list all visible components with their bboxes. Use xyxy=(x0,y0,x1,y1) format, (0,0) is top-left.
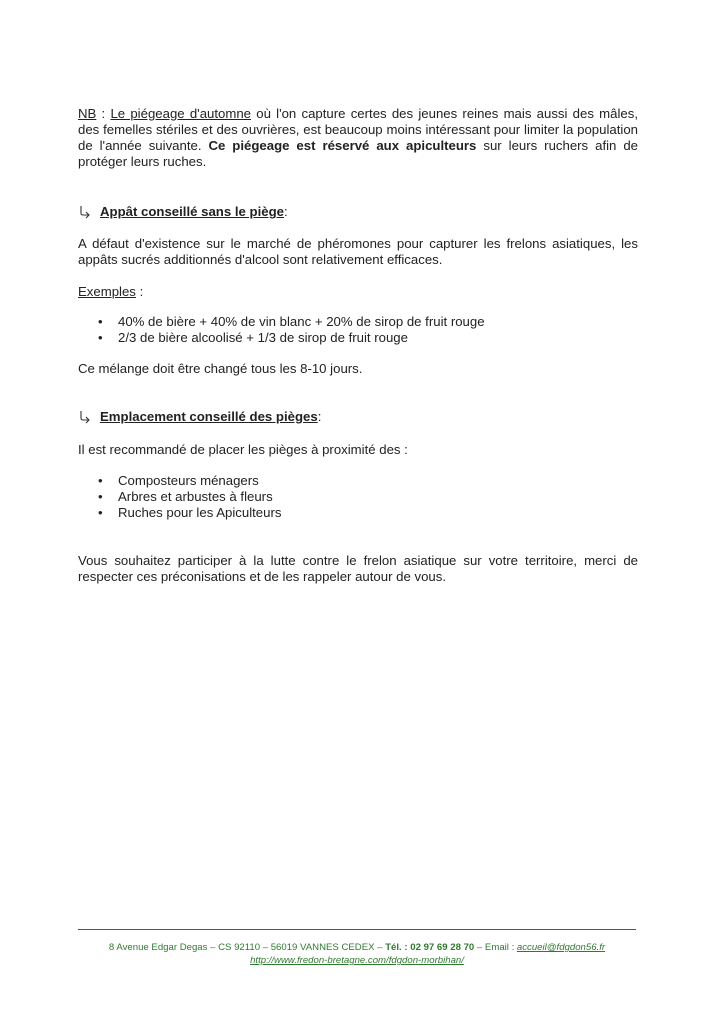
list-item: • Arbres et arbustes à fleurs xyxy=(98,489,281,505)
nb-label: NB xyxy=(78,106,97,121)
list-item: • 40% de bière + 40% de vin blanc + 20% de sirop de fruit rouge xyxy=(98,314,485,330)
footer-url-link[interactable]: http://www.fredon-bretagne.com/fdgdon-morbihan/ xyxy=(250,955,464,966)
footer-url-line xyxy=(78,955,636,967)
examples-label: Exemples xyxy=(78,284,136,299)
examples-list xyxy=(98,314,485,346)
emplacement-list xyxy=(98,473,281,521)
closing-paragraph: Vous souhaitez participer à la lutte contre le frelon asiatique sur votre territoire, merci de respecter ces préconisations et de les rappeler autour de vous. xyxy=(78,553,638,584)
nb-paragraph: NB : Le piégeage d'automne où l'on capture certes des jeunes reines mais aussi des mâles, des femelles stériles et des ouvrières, est beaucoup moins intéressant pour limiter la population de l'année suivante. Ce piégeage est réservé aux apiculteurs sur leurs ruchers afin de protéger leurs ruches. xyxy=(78,106,639,169)
list-item: • Ruches pour les Apiculteurs xyxy=(98,505,281,521)
appat-note: Ce mélange doit être changé tous les 8-10 jours. xyxy=(78,361,363,376)
emplacement-title: Emplacement conseillé des pièges xyxy=(100,409,318,424)
appat-heading: Appât conseillé sans le piège : xyxy=(78,204,288,220)
list-item: • 2/3 de bière alcoolisé + 1/3 de sirop de fruit rouge xyxy=(98,330,485,346)
appat-title: Appât conseillé sans le piège xyxy=(100,204,284,219)
emplacement-intro: Il est recommandé de placer les pièges à proximité des : xyxy=(78,442,408,457)
hook-arrow-icon xyxy=(78,410,92,424)
appat-intro: A défaut d'existence sur le marché de phéromones pour capturer les frelons asiatiques, les appâts sucrés additionnés d'alcool sont relativement efficaces. xyxy=(78,236,638,267)
list-item: • Composteurs ménagers xyxy=(98,473,281,489)
nb-bold-note: Ce piégeage est réservé aux apiculteurs xyxy=(208,138,477,153)
footer-address: 8 Avenue Edgar Degas – CS 92110 – 56019 VANNES CEDEX – xyxy=(108,942,386,953)
hook-arrow-icon xyxy=(78,205,92,219)
footer-tel: Tél. : 02 97 69 28 70 xyxy=(385,942,475,953)
nb-term: Le piégeage d'automne xyxy=(110,106,252,121)
footer-divider xyxy=(78,929,636,930)
footer-address-line: 8 Avenue Edgar Degas – CS 92110 – 56019 VANNES CEDEX – Tél. : 02 97 69 28 70 – Email : accueil@fdgdon56.fr xyxy=(108,942,606,953)
examples-label-line: Exemples : xyxy=(78,284,144,299)
footer-email-link[interactable]: accueil@fdgdon56.fr xyxy=(516,942,606,953)
emplacement-heading: Emplacement conseillé des pièges : xyxy=(78,409,321,425)
